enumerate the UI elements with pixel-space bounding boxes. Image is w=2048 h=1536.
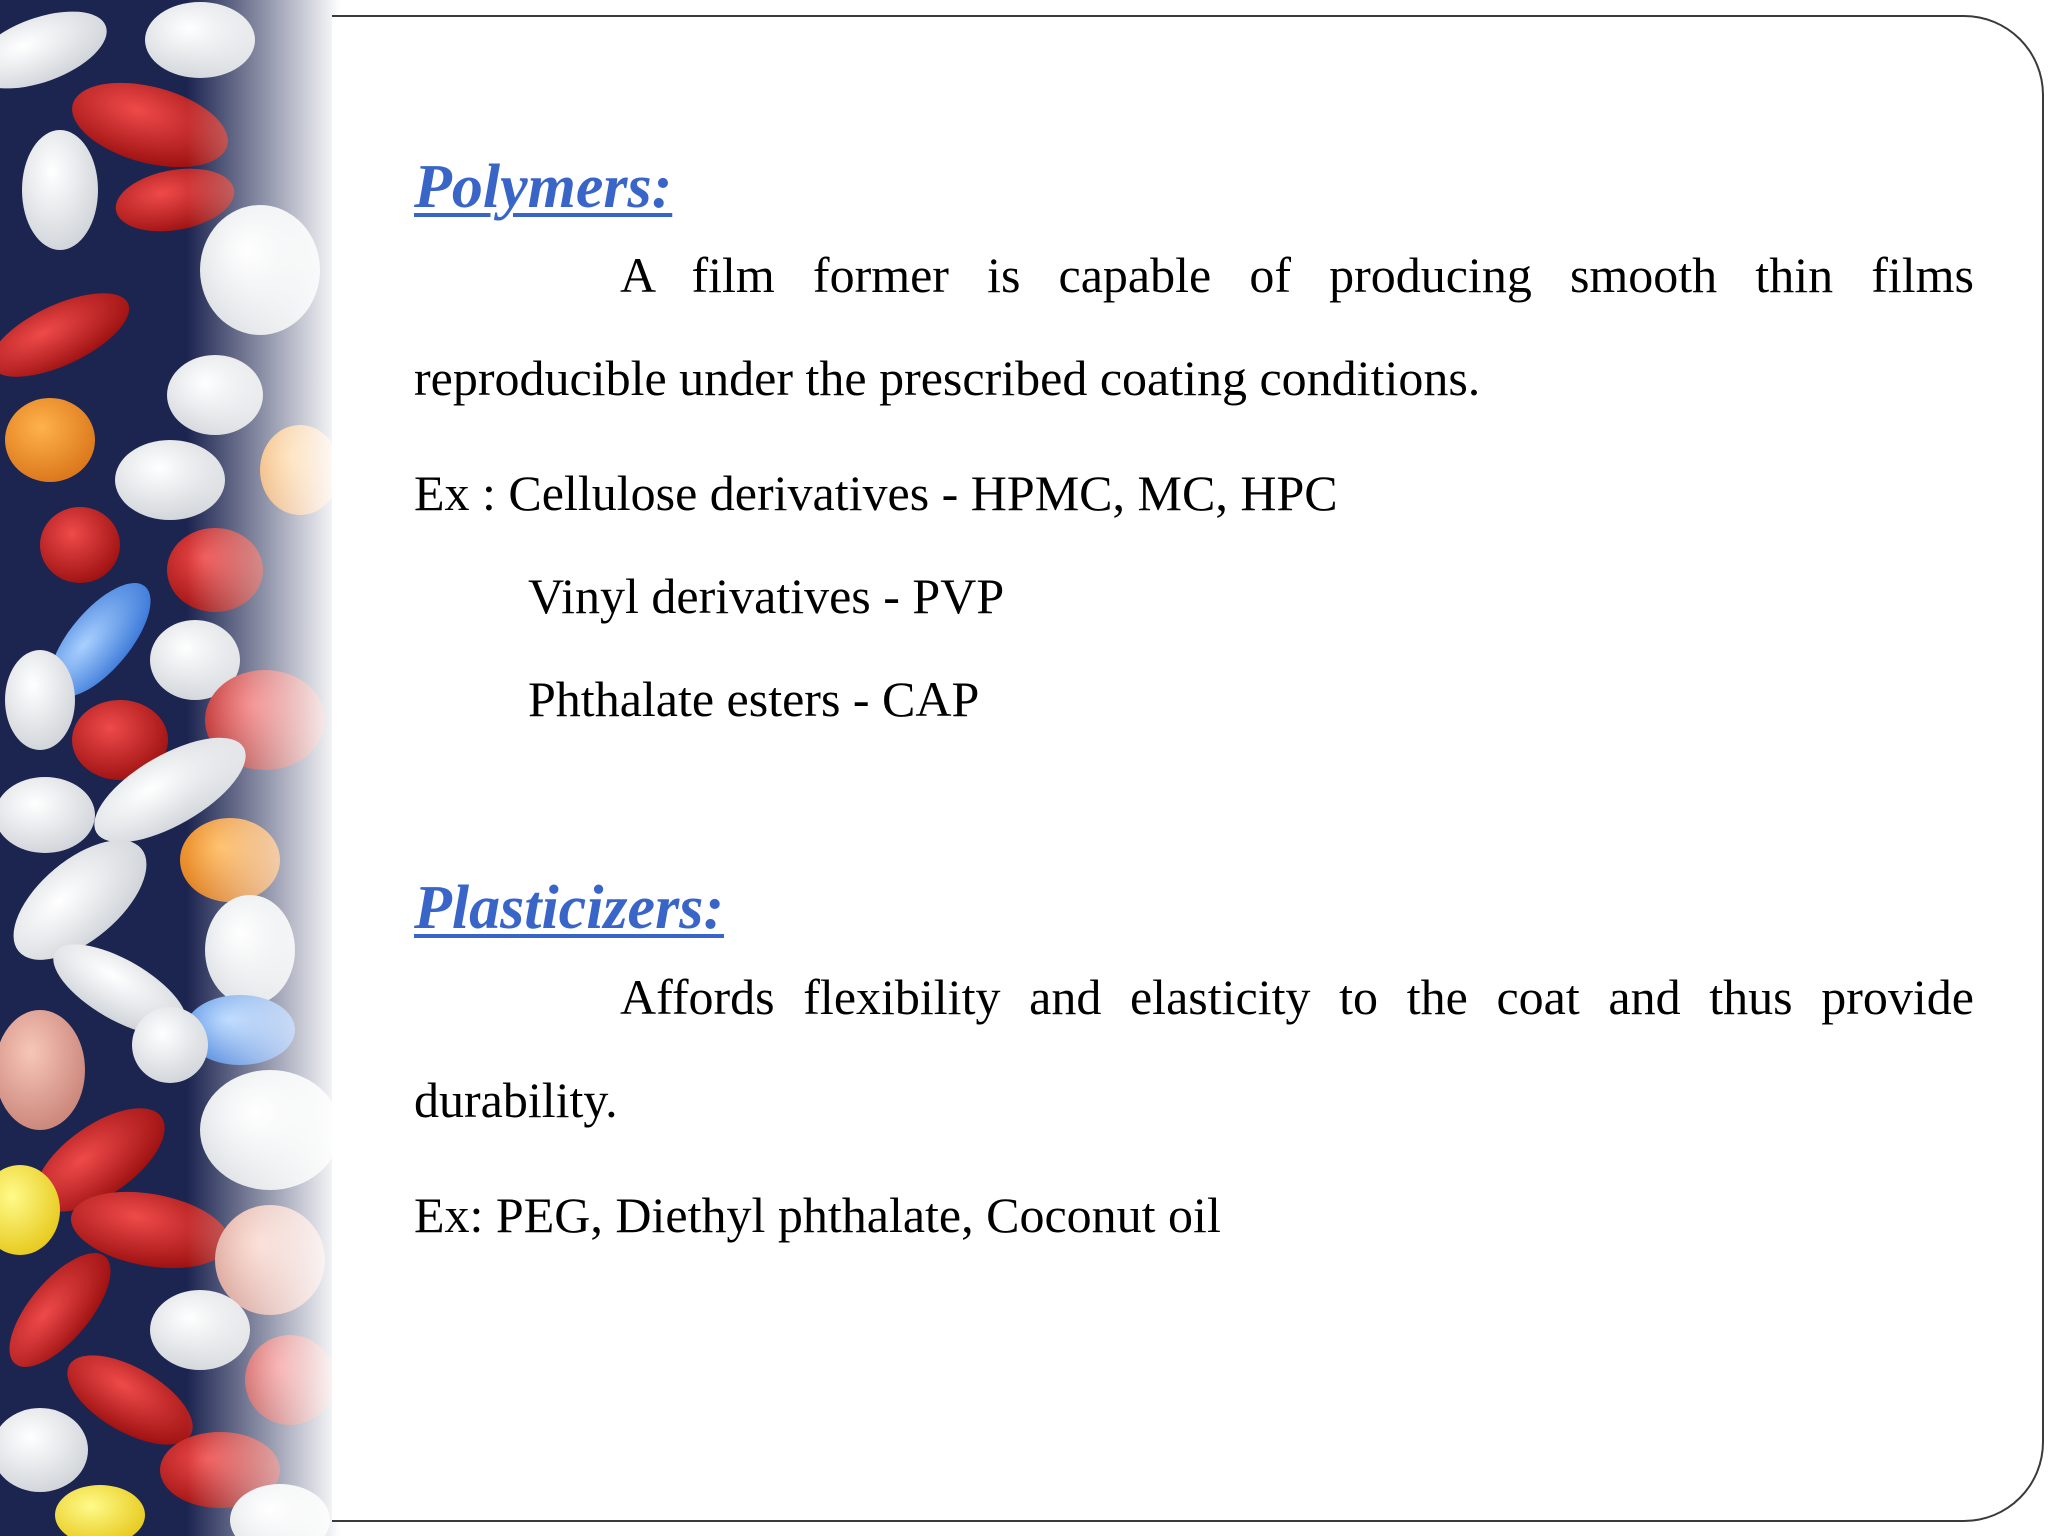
plasticizers-paragraph-text: Affords flexibility and elasticity to the coat and thus provide durability. — [414, 968, 1974, 1128]
polymers-example-3: Phthalate esters - CAP — [528, 671, 980, 728]
spacer — [414, 751, 1974, 871]
spacer — [414, 1152, 1974, 1164]
polymers-paragraph-text: A film former is capable of producing smooth thin films reproducible under the prescribed coating conditions. — [414, 247, 1974, 407]
polymers-example-1: Ex : Cellulose derivatives - HPMC, MC, HPC — [414, 465, 1338, 522]
plasticizers-heading: Plasticizers: — [414, 874, 724, 943]
polymers-example-2: Vinyl derivatives - PVP — [528, 568, 1005, 625]
plasticizers-paragraph — [414, 946, 1974, 1152]
polymers-heading: Polymers: — [414, 153, 673, 221]
plasticizers-example-1: Ex: PEG, Diethyl phthalate, Coconut oil — [414, 1186, 1221, 1243]
spacer — [414, 430, 1974, 442]
slide-content — [414, 150, 1974, 1267]
polymers-paragraph — [414, 224, 1974, 430]
pills-image — [0, 0, 340, 1536]
